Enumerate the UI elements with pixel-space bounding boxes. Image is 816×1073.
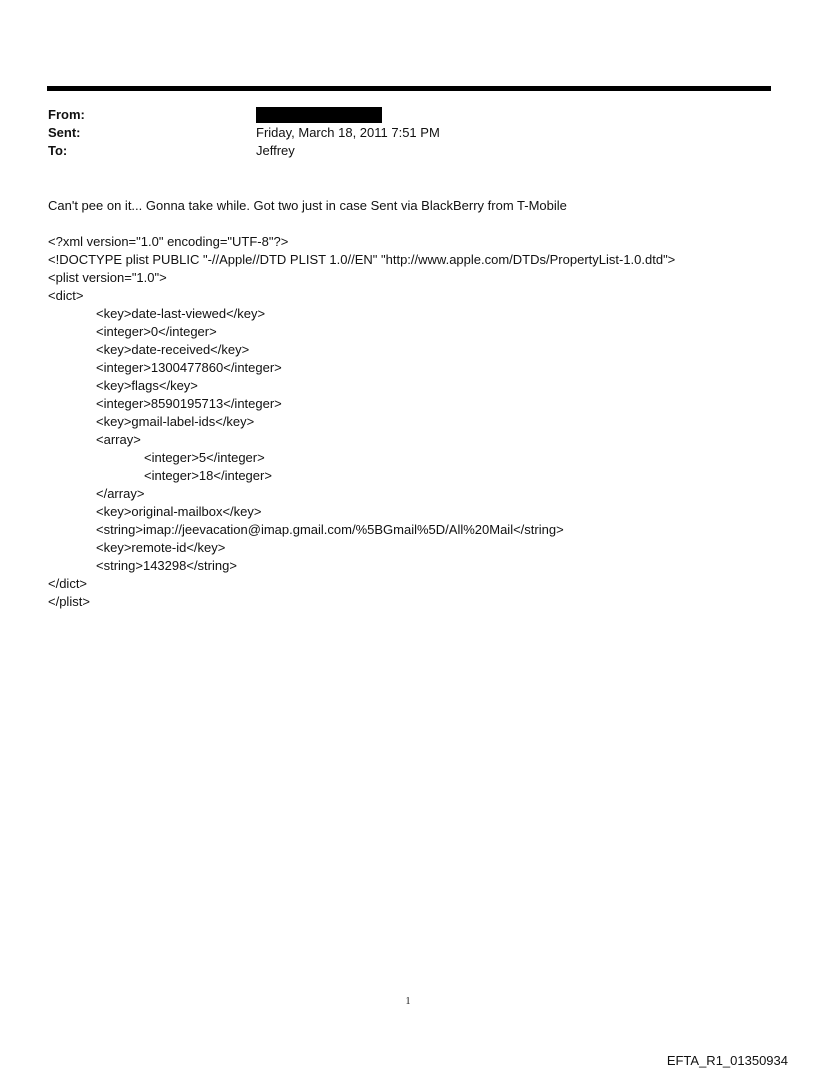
plist-line: <key>remote-id</key>	[96, 540, 226, 555]
to-label: To:	[48, 143, 68, 158]
plist-line: <?xml version="1.0" encoding="UTF-8"?>	[48, 234, 289, 249]
sent-row	[48, 124, 748, 142]
plist-line: <integer>5</integer>	[144, 450, 265, 465]
plist-line: <integer>18</integer>	[144, 468, 272, 483]
plist-line: <string>143298</string>	[96, 558, 237, 573]
from-label: From:	[48, 107, 85, 122]
message-body: Can't pee on it... Gonna take while. Got two just in case Sent via BlackBerry from T-Mobile	[48, 198, 567, 213]
to-value: Jeffrey	[256, 143, 295, 158]
redacted-sender	[256, 107, 382, 123]
plist-line: </plist>	[48, 594, 90, 609]
from-row	[48, 106, 748, 124]
plist-line: <string>imap://jeevacation@imap.gmail.com/%5BGmail%5D/All%20Mail</string>	[96, 522, 564, 537]
plist-block	[48, 233, 788, 611]
plist-line: <key>gmail-label-ids</key>	[96, 414, 255, 429]
plist-line: <key>flags</key>	[96, 378, 198, 393]
plist-line: <key>date-received</key>	[96, 342, 250, 357]
plist-line: <key>date-last-viewed</key>	[96, 306, 266, 321]
plist-line: <integer>8590195713</integer>	[96, 396, 282, 411]
email-header	[48, 106, 748, 160]
sent-label: Sent:	[48, 125, 81, 140]
plist-line: <plist version="1.0">	[48, 270, 167, 285]
plist-line: <dict>	[48, 288, 84, 303]
plist-line: <key>original-mailbox</key>	[96, 504, 262, 519]
plist-line: </dict>	[48, 576, 88, 591]
to-row	[48, 142, 748, 160]
sent-value: Friday, March 18, 2011 7:51 PM	[256, 125, 440, 140]
page-number: 1	[405, 996, 411, 1007]
plist-line: <integer>0</integer>	[96, 324, 217, 339]
plist-line: <array>	[96, 432, 141, 447]
plist-line: <!DOCTYPE plist PUBLIC "-//Apple//DTD PLIST 1.0//EN" "http://www.apple.com/DTDs/PropertyList-1.0.dtd">	[48, 252, 676, 267]
plist-line: </array>	[96, 486, 145, 501]
document-id: EFTA_R1_01350934	[666, 1053, 788, 1068]
plist-line: <integer>1300477860</integer>	[96, 360, 282, 375]
header-divider	[47, 86, 771, 91]
